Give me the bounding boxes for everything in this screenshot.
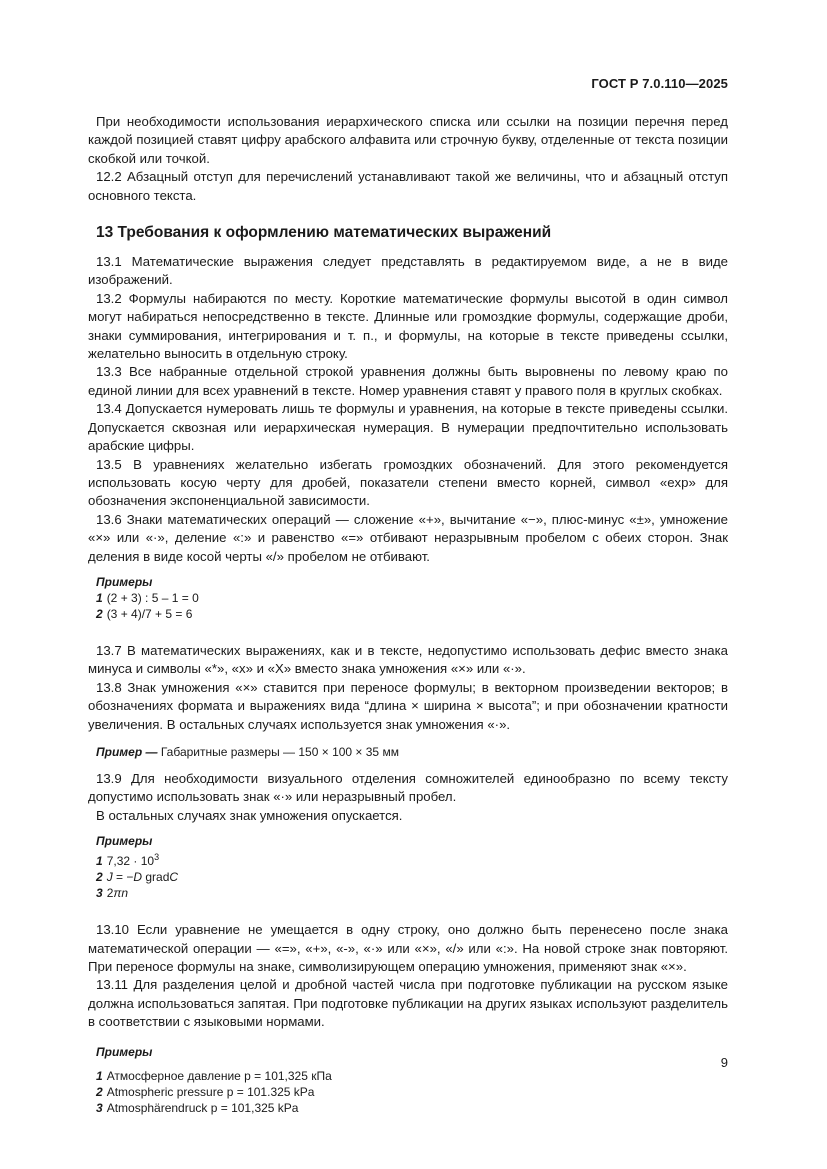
- paragraph-13-4: 13.4 Допускается нумеровать лишь те формулы и уравнения, на которые в тексте приведены ссылки. Допускается сквозная или иерархическая нумерация. В нумерации предпочтительно использовать арабские цифры.: [88, 401, 728, 454]
- paragraph-13-7: 13.7 В математических выражениях, как и в тексте, недопустимо использовать дефис вместо знака минуса и символы «*», «x» и «X» вместо знака умножения «×» или «·».: [88, 642, 728, 677]
- page-number: 9: [720, 1055, 728, 1070]
- section-heading: 13 Требования к оформлению математических выражений: [96, 224, 552, 242]
- math-text: = −: [112, 870, 134, 885]
- example-item: [96, 606, 728, 622]
- examples-block: [96, 1044, 728, 1116]
- example-item: [96, 1068, 728, 1084]
- example-item: [96, 1100, 728, 1116]
- math-variable: J: [106, 870, 113, 885]
- example-text: Atmosphärendruck p = 101,325 kPa: [106, 1100, 299, 1115]
- example-item: [96, 590, 728, 606]
- paragraph-13-10: 13.10 Если уравнение не умещается в одну строку, оно должно быть перенесено после знака математической операции — «=», «+», «-», «·» или «×», «/» или «:». На новой строке знак повторяют. При переносе формулы на знаке, символизирующем операцию умножения, применяют знак «×».: [88, 922, 728, 974]
- examples-title: Примеры: [96, 834, 153, 849]
- example-number: 1: [96, 590, 103, 605]
- example-item: [96, 885, 728, 901]
- example-item: [96, 869, 728, 885]
- paragraph: При необходимости использования иерархического списка или ссылки на позиции перечня перед каждой позицией ставят цифру арабского алфавита или строчную букву, отделенные от текста позиции скобкой или точкой.: [88, 114, 728, 166]
- example-text: (2 + 3) : 5 – 1 = 0: [106, 590, 199, 605]
- paragraph-13-3: 13.3 Все набранные отдельной строкой уравнения должны быть выровнены по левому краю по единой линии для всех уравнений в тексте. Номер уравнения ставят у правого поля в круглых скобках.: [88, 364, 728, 398]
- example-number: 1: [96, 1068, 103, 1083]
- example-text: Атмосферное давление p = 101,325 кПа: [106, 1068, 332, 1083]
- example-number: 1: [96, 854, 103, 869]
- paragraph-13-1: 13.1 Математические выражения следует представлять в редактируемом виде, а не в виде изображений.: [88, 254, 728, 288]
- example-text: Габаритные размеры — 150 × 100 × 35 мм: [160, 744, 399, 759]
- examples-title: Примеры: [96, 574, 153, 589]
- example-number: 2: [96, 1084, 103, 1099]
- example-number: 2: [96, 606, 103, 621]
- paragraph-13-6: 13.6 Знаки математических операций — сложение «+», вычитание «−», плюс-минус «±», умножение «×» или «·», деление «:» и равенство «=» отбивают неразрывным пробелом с обеих сторон. Знак деления в виде косой черты «/» пробелом не отбивают.: [88, 511, 728, 564]
- examples-block: [96, 574, 728, 622]
- example-number: 3: [96, 1100, 103, 1115]
- paragraph-13-11: 13.11 Для разделения целой и дробной частей числа при подготовке публикации на русском языке должна использоваться запятая. При подготовке публикации на других языках используют разделитель в соответствии с языковыми нормами.: [88, 977, 728, 1030]
- example-number: 2: [96, 870, 103, 885]
- math-variable: C: [169, 870, 179, 885]
- math-text: 2: [106, 886, 114, 901]
- example-label: Пример —: [96, 744, 158, 759]
- paragraph: В остальных случаях знак умножения опускается.: [96, 807, 403, 823]
- math-variable: D: [133, 870, 143, 885]
- math-variable: πn: [113, 886, 129, 901]
- page-content: [88, 113, 728, 1116]
- superscript: 3: [154, 852, 160, 863]
- single-example: [96, 744, 728, 760]
- math-text: grad: [142, 870, 170, 885]
- document-code: ГОСТ Р 7.0.110—2025: [591, 76, 728, 91]
- example-text: Atmospheric pressure p = 101.325 kPa: [106, 1084, 315, 1099]
- example-text: 7,32 · 10: [106, 854, 155, 869]
- examples-block: [96, 833, 728, 901]
- paragraph-12-2: 12.2 Абзацный отступ для перечислений устанавливают такой же величины, что и абзацный отступ основного текста.: [88, 169, 728, 203]
- example-item: [96, 849, 728, 869]
- paragraph-13-9: 13.9 Для необходимости визуального отделения сомножителей единообразно по всему тексту допустимо использовать знак «·» или неразрывный пробел.: [88, 770, 728, 805]
- example-item: [96, 1084, 728, 1100]
- example-number: 3: [96, 886, 103, 901]
- examples-title: Примеры: [96, 1044, 153, 1059]
- example-text: (3 + 4)/7 + 5 = 6: [106, 606, 193, 621]
- paragraph-13-5: 13.5 В уравнениях желательно избегать громоздких обозначений. Для этого рекомендуется использовать косую черту для дробей, показатели степени вместо корней, символ «exp» для обозначения экспоненциальной зависимости.: [88, 456, 728, 509]
- paragraph-13-2: 13.2 Формулы набираются по месту. Короткие математические формулы высотой в один символ могут набираться непосредственно в тексте. Длинные или громоздкие формулы, содержащие дроби, знаки суммирования, интегрирования и т. п., и формулы, на которые в тексте приведены ссылки, желательно выносить в отдельную строку.: [88, 290, 728, 362]
- paragraph-13-8: 13.8 Знак умножения «×» ставится при переносе формулы; в векторном произведении векторов; в обозначениях формата и выражениях вида “длина × ширина × высота”; и при обозначении кратности увеличения. В остальных случаях используется знак умножения «·».: [88, 679, 728, 732]
